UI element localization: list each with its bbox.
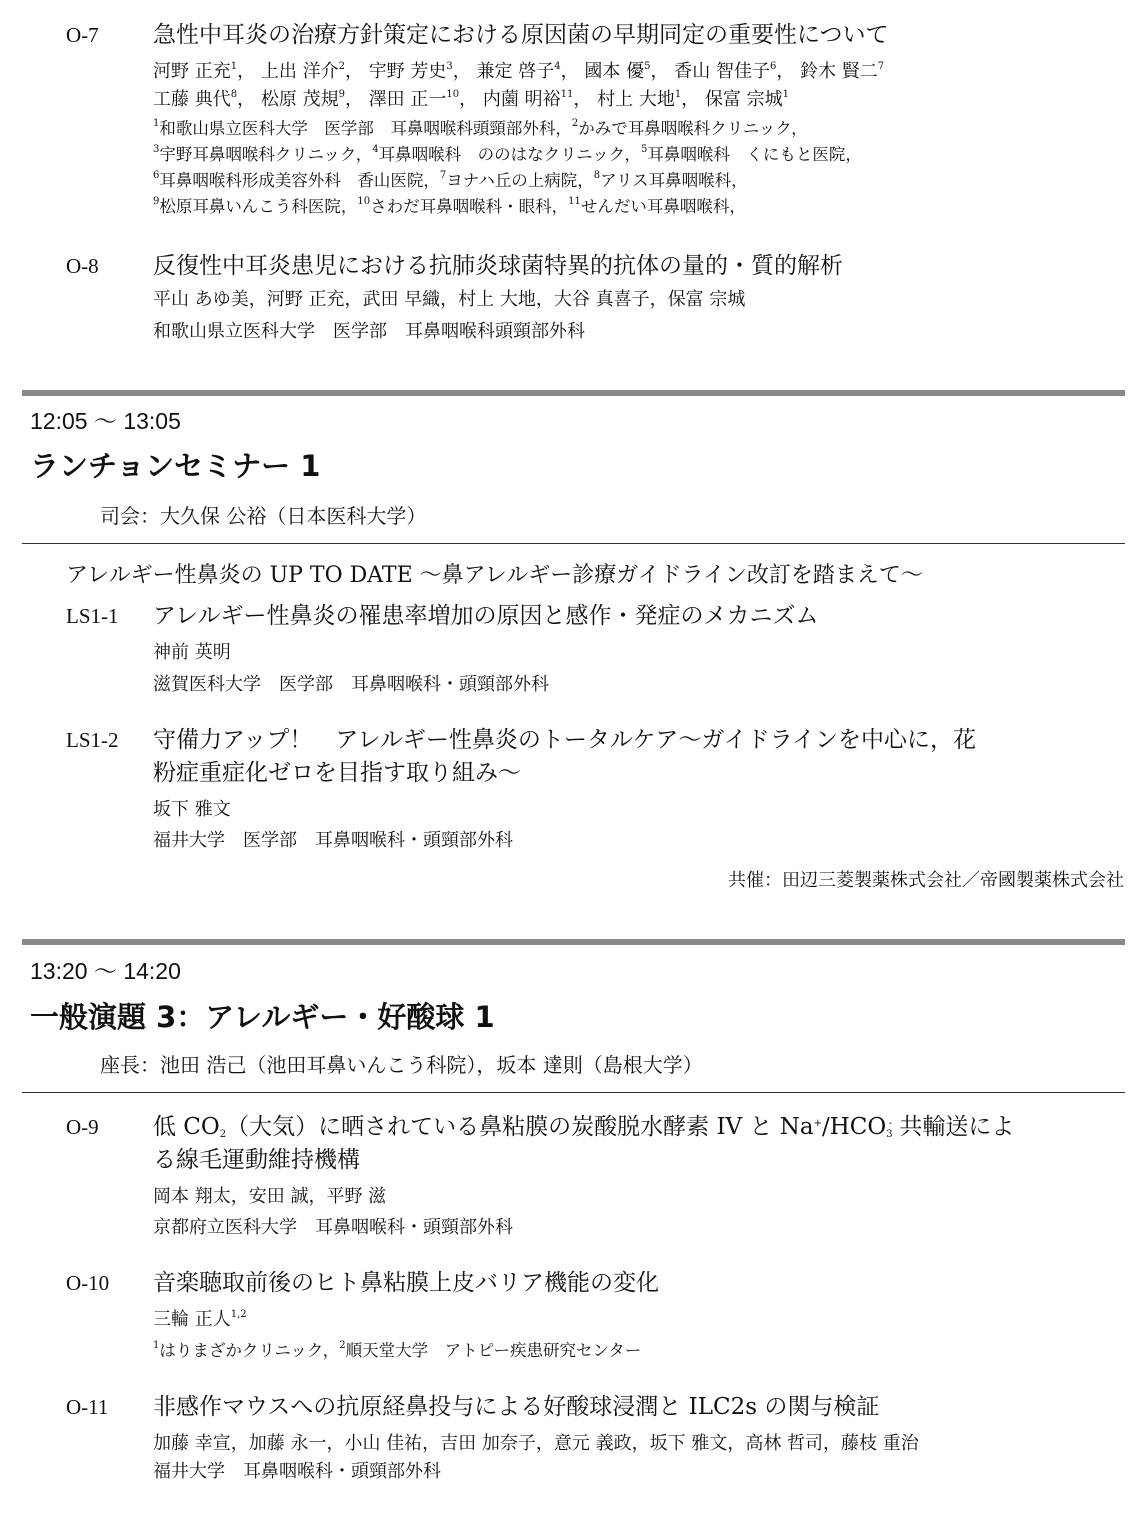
affiliation-name: せんだい耳鼻咽喉科，: [580, 197, 746, 216]
affiliation-marker: 10: [357, 196, 371, 207]
abstract-title: 音楽聴取前後のヒト鼻粘膜上皮バリア機能の変化: [153, 1270, 659, 1296]
affiliation-name: アリス耳鼻咽喉科，: [600, 171, 748, 190]
author-name: 内薗 明裕: [482, 89, 561, 110]
author-name: 村上 大地: [597, 89, 675, 110]
affiliation-marker: 2: [571, 118, 579, 129]
affiliation: 滋賀医科大学 医学部 耳鼻咽喉科・頭頸部外科: [153, 674, 549, 695]
author-name: 河野 正充: [153, 61, 231, 82]
abstract-code: LS1-2: [66, 728, 119, 752]
affiliation-marker: 9: [338, 89, 345, 100]
affiliation-marker: 7: [439, 170, 447, 181]
author-list: 平山 あゆ美，河野 正充，武田 早織，村上 大地，大谷 真喜子，保富 宗城: [153, 289, 746, 310]
affiliation-name: 和歌山県立医科大学 医学部 耳鼻咽喉科頭頸部外科，: [159, 119, 572, 138]
affiliation-marker: 8: [593, 170, 601, 181]
author-name: 澤田 正一: [368, 89, 447, 110]
affiliation-marker: 8: [230, 89, 238, 100]
section-divider: [22, 939, 1125, 945]
affiliation-name: かみで耳鼻咽喉科クリニック，: [578, 119, 808, 138]
author-list: 岡本 翔太，安田 誠，平野 滋: [153, 1186, 387, 1207]
abstract-title-line-1: 守備力アップ！ アレルギー性鼻炎のトータルケア〜ガイドラインを中心に，花: [153, 727, 977, 753]
session-title: 一般演題 3：アレルギー・好酸球 1: [30, 1000, 495, 1034]
affiliation: 福井大学 耳鼻咽喉科・頭頸部外科: [153, 1461, 441, 1482]
author-name: 保富 宗城: [704, 89, 783, 110]
abstract-title: 反復性中耳炎患児における抗肺炎球菌特異的抗体の量的・質的解析: [153, 253, 843, 279]
author: 神前 英明: [153, 642, 231, 663]
affiliation-marker: 4: [372, 144, 379, 155]
seminar-theme: アレルギー性鼻炎の UP TO DATE 〜鼻アレルギー診療ガイドライン改訂を踏まえて〜: [66, 563, 923, 588]
sponsor-note: 共催：田辺三菱製薬株式会社／帝國製薬株式会社: [728, 870, 1124, 891]
affiliation-marker: 10: [446, 89, 460, 100]
affiliation-list: [153, 170, 748, 192]
author-name: 兼定 啓子: [476, 61, 555, 82]
session-title: ランチョンセミナー 1: [30, 449, 321, 483]
author-list: 河野 正充$^1$， 上出 洋介$^2$， 宇野 芳史$^3$， 兼定 啓子$^4$， 國本 優$^5$， 香山 智佳子$^6$， 鈴木 賢二$^7$: [153, 61, 885, 82]
section-divider: [22, 543, 1125, 544]
affiliation-list: $^1$はりまざかクリニック，$^2$順天堂大学 アトピー疾患研究センター: [153, 1340, 642, 1360]
abstract-code: O-8: [66, 254, 99, 278]
affiliation: 京都府立医科大学 耳鼻咽喉科・頭頸部外科: [153, 1217, 513, 1238]
affiliation-list: [153, 196, 746, 218]
abstract-title: アレルギー性鼻炎の罹患率増加の原因と感作・発症のメカニズム: [153, 603, 819, 629]
affiliation-name: 宇野耳鼻咽喉科クリニック，: [159, 145, 373, 164]
affiliation-marker: 7: [877, 61, 885, 72]
affiliation-marker: 3: [153, 144, 160, 155]
affiliation-list: [153, 144, 862, 166]
abstract-title: 急性中耳炎の治療方針策定における原因菌の早期同定の重要性について: [153, 22, 889, 48]
affiliation-name: 耳鼻咽喉科 ののはなクリニック，: [378, 145, 641, 164]
abstract-title-line-1: 低 $CO_2$（大気）に晒されている鼻粘膜の炭酸脱水酵素 IV と $Na^+/HCO_3^-$ 共輸送によ: [153, 1114, 1015, 1140]
affiliation: 和歌山県立医科大学 医学部 耳鼻咽喉科頭頸部外科: [153, 321, 585, 342]
author-name: 宇野 芳史: [368, 61, 447, 82]
abstract-code: O-10: [66, 1271, 110, 1295]
abstract-code: O-9: [66, 1115, 99, 1139]
affiliation-name: 松原耳鼻いんこう科医院，: [159, 197, 358, 216]
affiliation-marker: 4: [554, 61, 561, 72]
session-time: 13:20 〜 14:20: [30, 958, 181, 984]
session-chair: 座長：池田 浩己（池田耳鼻いんこう科院），坂本 達則（島根大学）: [100, 1053, 703, 1077]
affiliation-marker: 1: [153, 118, 160, 129]
affiliation-marker: 1: [782, 89, 790, 100]
section-divider: [22, 1092, 1125, 1093]
affiliation-name: 耳鼻咽喉科形成美容外科 香山医院，: [159, 171, 440, 190]
author: 坂下 雅文: [153, 799, 231, 820]
abstract-code: O-7: [66, 23, 99, 47]
abstract-title-line-2: 粉症重症化ゼロを目指す取り組み〜: [153, 760, 521, 786]
session-time: 12:05 〜 13:05: [30, 408, 181, 434]
affiliation-marker: 9: [153, 196, 160, 207]
affiliation-marker: 1: [674, 89, 682, 100]
author-name: 工藤 典代: [153, 89, 231, 110]
author-name: 鈴木 賢二: [800, 61, 878, 82]
abstract-code: O-11: [66, 1395, 109, 1419]
affiliation-marker: 11: [568, 196, 581, 207]
affiliation-marker: 5: [640, 144, 648, 155]
affiliation-marker: 11: [560, 89, 574, 100]
affiliation: 福井大学 医学部 耳鼻咽喉科・頭頸部外科: [153, 830, 513, 851]
affiliation-marker: 1: [230, 61, 238, 72]
author: 三輪 正人$^{1,2}$: [153, 1309, 247, 1330]
author-name: 香山 智佳子: [674, 61, 770, 82]
author-name: 上出 洋介: [260, 61, 339, 82]
affiliation-marker: 6: [153, 170, 160, 181]
affiliation-name: ヨナハ丘の上病院，: [446, 171, 594, 190]
abstract-title: 非感作マウスへの抗原経鼻投与による好酸球浸潤と ILC2s の関与検証: [153, 1394, 880, 1420]
author-list: 工藤 典代$^8$， 松原 茂規$^9$， 澤田 正一$^{10}$， 内薗 明裕$^{11}$， 村上 大地$^1$， 保富 宗城$^1$: [153, 89, 790, 110]
author-list: 加藤 幸宣，加藤 永一，小山 佳祐，吉田 加奈子，意元 義政，坂下 雅文，高林 哲司，藤枝 重治: [153, 1433, 919, 1454]
abstract-title-line-2: る線毛運動維持機構: [153, 1147, 360, 1173]
affiliation-marker: 5: [644, 61, 651, 72]
author-name: 國本 優: [584, 61, 645, 82]
affiliation-marker: 3: [446, 61, 453, 72]
affiliation-marker: 2: [338, 61, 345, 72]
session-chair: 司会：大久保 公裕（日本医科大学）: [100, 504, 427, 528]
affiliation-name: 耳鼻咽喉科 くにもと医院，: [647, 145, 862, 164]
affiliation-name: さわだ耳鼻咽喉科・眼科，: [370, 197, 569, 216]
author-name: 松原 茂規: [260, 89, 339, 110]
section-divider: [22, 390, 1125, 396]
affiliation-marker: 6: [769, 61, 777, 72]
abstract-code: LS1-1: [66, 604, 119, 628]
affiliation-list: [153, 118, 808, 140]
